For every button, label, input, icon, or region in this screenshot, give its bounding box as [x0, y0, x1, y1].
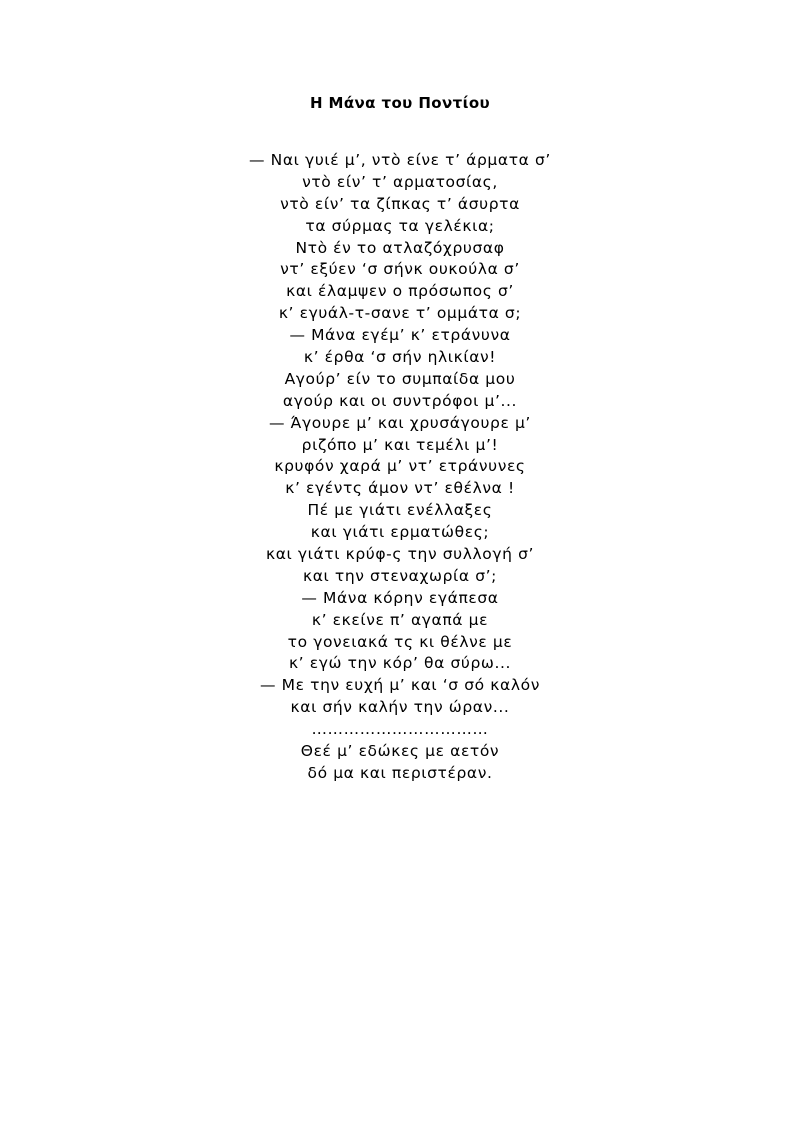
poem-title: Η Μάνα του Ποντίου	[309, 94, 491, 112]
poem-line: — Μάνα κόρην εγάπεσα	[301, 588, 499, 607]
poem-line: — Με την ευχή μ’ και ‘σ σό καλόν	[260, 676, 540, 695]
poem-line: — Ναι γυιέ μ’, ντὸ είνε τ’ άρματα σ’	[249, 151, 551, 169]
poem-line: Αγούρ’ είν το συμπαίδα μου	[284, 369, 516, 388]
poem-line: Θεέ μ’ εδώκες με αετόν	[300, 742, 500, 761]
poem-line: ……………………………	[311, 720, 489, 739]
poem-line: Πέ με γιάτι ενέλλαξες	[307, 501, 493, 520]
poem-line: ριζόπο μ’ και τεμέλι μ’!	[301, 435, 499, 454]
poem-line: και γιάτι ερματώθες;	[310, 523, 490, 542]
poem-body	[0, 150, 800, 785]
poem-line: αγούρ και οι συντρόφοι μ’...	[282, 391, 518, 410]
poem-line: κ’ εκείνε π’ αγαπά με	[311, 610, 489, 629]
poem-line: τα σύρμας τα γελέκια;	[305, 216, 495, 235]
poem-line: Ντὸ έν το ατλαζόχρυσαφ	[295, 238, 505, 257]
poem-line: — Άγουρε μ’ και χρυσάγουρε μ’	[269, 413, 531, 432]
poem-line: κ’ εγυάλ-τ-σανε τ’ ομμάτα σ;	[278, 304, 522, 323]
poem-line: ντὸ είν’ τ’ αρματοσίας,	[302, 172, 498, 191]
poem-line: ντ’ εξύεν ‘σ σήνκ ουκούλα σ’	[280, 260, 520, 279]
poem-line: — Μάνα εγέμ’ κ’ ετράνυνα	[289, 326, 511, 345]
poem-line: και έλαμψεν ο πρόσωπος σ’	[286, 282, 514, 301]
poem-line: ντὸ είν’ τα ζίπκας τ’ άσυρτα	[280, 194, 520, 213]
poem-line: κ’ εγώ την κόρ’ θα σύρω...	[288, 654, 512, 673]
poem-line: κ’ εγέντς άμον ντ’ εθέλνα !	[285, 479, 515, 498]
poem-line: κ’ έρθα ‘σ σήν ηλικίαν!	[303, 348, 497, 367]
poem-line: και την στεναχωρία σ’;	[302, 566, 497, 585]
poem-line: κρυφόν χαρά μ’ ντ’ ετράνυνες	[274, 457, 526, 476]
poem-line: το γονειακά τς κι θέλνε με	[287, 632, 513, 651]
poem-line: και σήν καλήν την ώραν...	[290, 698, 510, 717]
poem-line: και γιάτι κρύφ-ς την συλλογή σ’	[265, 545, 535, 564]
poem-line: δό μα και περιστέραν.	[307, 763, 493, 782]
